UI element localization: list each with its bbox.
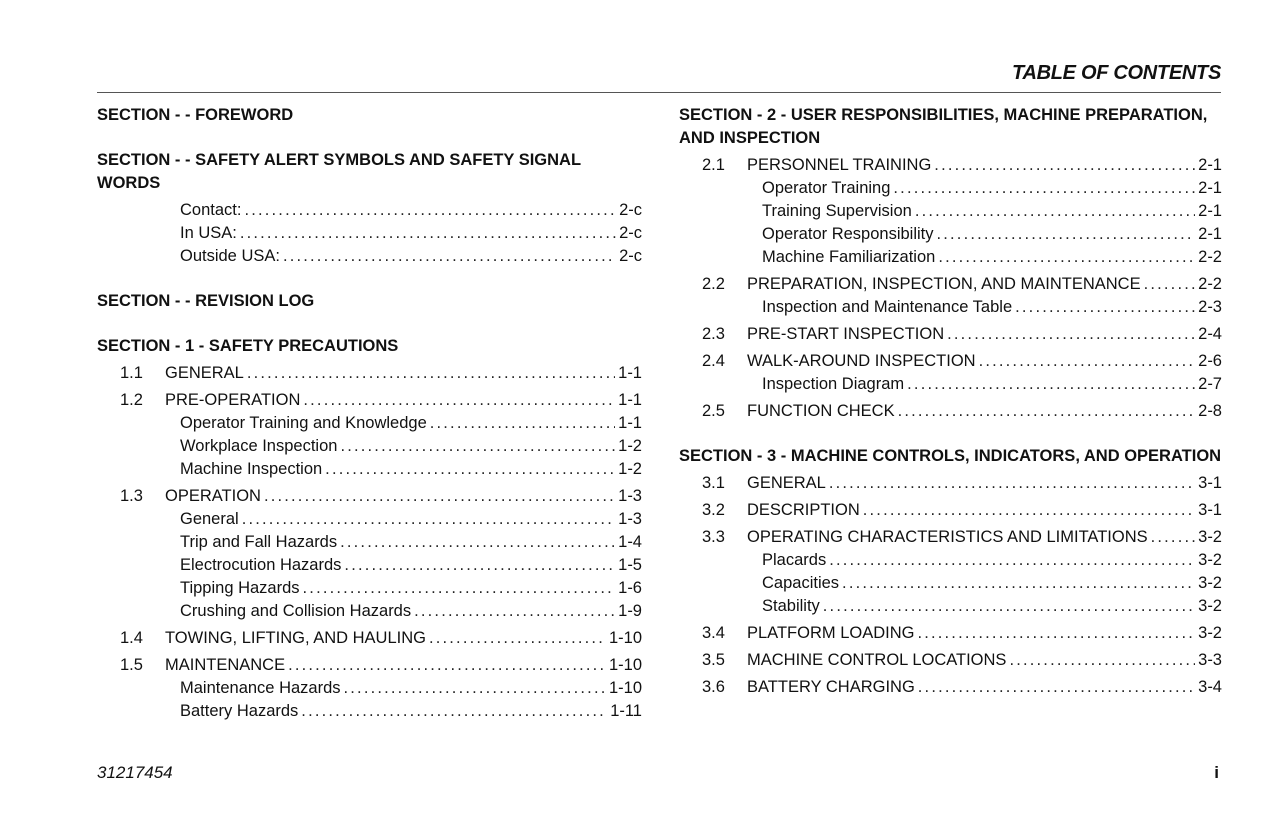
entry-page-number: 2-c <box>619 224 642 242</box>
toc-section <box>97 335 642 723</box>
entry-number: 3.4 <box>702 624 725 642</box>
entry-page-number: 1-3 <box>618 510 642 528</box>
dot-leader <box>344 677 606 700</box>
entry-number: 3.5 <box>702 651 725 669</box>
entry-label: PERSONNEL TRAINING <box>747 156 932 174</box>
dot-leader <box>240 222 616 245</box>
entry-number: 1.5 <box>120 656 143 674</box>
entry-number: 2.4 <box>702 352 725 370</box>
entry-label: MACHINE CONTROL LOCATIONS <box>747 651 1007 669</box>
entry-label: Electrocution Hazards <box>180 556 342 574</box>
entry-page-number: 2-2 <box>1198 248 1222 266</box>
entry-label: GENERAL <box>747 474 826 492</box>
toc-entry[interactable] <box>679 323 1222 346</box>
toc-entry[interactable] <box>679 622 1222 645</box>
dot-leader <box>303 577 616 600</box>
entry-page-number: 2-2 <box>1198 275 1222 293</box>
section-title[interactable]: SECTION - 2 - USER RESPONSIBILITIES, MACHINE PREPARATION, AND INSPECTION <box>679 106 1208 147</box>
toc-subentry[interactable] <box>97 412 642 435</box>
entry-page-number: 1-10 <box>608 679 642 697</box>
entry-number: 2.2 <box>702 275 725 293</box>
dot-leader <box>829 549 1195 572</box>
entry-label: Trip and Fall Hazards <box>180 533 338 551</box>
entry-number: 2.1 <box>702 156 725 174</box>
entry-page-number: 2-1 <box>1198 179 1222 197</box>
entry-number: 1.3 <box>120 487 143 505</box>
entry-page-number: 1-10 <box>608 656 642 674</box>
dot-leader <box>344 554 615 577</box>
entry-number: 3.1 <box>702 474 725 492</box>
entry-page-number: 1-1 <box>618 391 642 409</box>
entry-page-number: 3-2 <box>1198 528 1222 546</box>
entry-page-number: 3-4 <box>1198 678 1222 696</box>
toc-subentry[interactable] <box>97 435 642 458</box>
section-title[interactable]: SECTION - - REVISION LOG <box>97 292 315 310</box>
toc-entry[interactable] <box>679 350 1222 373</box>
entry-label: PRE-OPERATION <box>165 391 301 409</box>
toc-entry-list <box>97 362 642 723</box>
dot-leader <box>283 245 616 268</box>
toc-subentry[interactable] <box>97 700 642 723</box>
dot-leader <box>414 600 615 623</box>
entry-label: BATTERY CHARGING <box>747 678 915 696</box>
page-number: i <box>1214 763 1219 782</box>
toc-subentry[interactable] <box>97 222 642 245</box>
entry-page-number: 2-c <box>619 247 642 265</box>
entry-page-number: 1-1 <box>618 414 642 432</box>
entry-label: OPERATING CHARACTERISTICS AND LIMITATIONS <box>747 528 1148 546</box>
toc-subentry[interactable] <box>97 677 642 700</box>
entry-page-number: 3-2 <box>1198 551 1222 569</box>
dot-leader <box>842 572 1195 595</box>
dot-leader <box>947 323 1195 346</box>
entry-label: DESCRIPTION <box>747 501 860 519</box>
entry-page-number: 3-1 <box>1198 474 1222 492</box>
entry-page-number: 3-2 <box>1198 574 1222 592</box>
entry-label: Stability <box>762 597 820 615</box>
toc-entry[interactable] <box>679 526 1222 549</box>
dot-leader <box>863 499 1195 522</box>
entry-page-number: 1-9 <box>618 602 642 620</box>
dot-leader <box>1009 649 1195 672</box>
entry-label: Outside USA: <box>180 247 280 265</box>
entry-label: Inspection Diagram <box>762 375 905 393</box>
entry-page-number: 1-3 <box>618 487 642 505</box>
entry-label: Machine Familiarization <box>762 248 936 266</box>
entry-label: Contact: <box>180 201 242 219</box>
dot-leader <box>288 654 606 677</box>
dot-leader <box>430 412 615 435</box>
entry-number: 1.2 <box>120 391 143 409</box>
toc-entry[interactable] <box>679 400 1222 423</box>
entry-label: PREPARATION, INSPECTION, AND MAINTENANCE <box>747 275 1141 293</box>
entry-page-number: 1-4 <box>618 533 642 551</box>
dot-leader <box>907 373 1195 396</box>
dot-leader <box>242 508 615 531</box>
entry-page-number: 2-1 <box>1198 202 1222 220</box>
entry-label: TOWING, LIFTING, AND HAULING <box>165 629 426 647</box>
toc-subentry[interactable] <box>679 200 1222 223</box>
toc-section <box>679 104 1222 423</box>
section-title[interactable]: SECTION - 1 - SAFETY PRECAUTIONS <box>97 337 399 355</box>
entry-page-number: 2-4 <box>1198 325 1222 343</box>
toc-entry[interactable] <box>97 389 642 412</box>
toc-subentry[interactable] <box>97 554 642 577</box>
entry-page-number: 1-1 <box>618 364 642 382</box>
dot-leader <box>934 154 1195 177</box>
section-title[interactable]: SECTION - - SAFETY ALERT SYMBOLS AND SAFETY SIGNAL WORDS <box>97 151 581 192</box>
dot-leader <box>244 199 616 222</box>
toc-subentry[interactable] <box>97 245 642 268</box>
toc-entry-list <box>97 199 642 268</box>
toc-subentry[interactable] <box>97 531 642 554</box>
toc-section <box>679 445 1222 699</box>
toc-entry-list <box>679 472 1222 699</box>
entry-label: WALK-AROUND INSPECTION <box>747 352 976 370</box>
entry-number: 2.5 <box>702 402 725 420</box>
dot-leader <box>1144 273 1196 296</box>
dot-leader <box>937 223 1196 246</box>
toc-entry[interactable] <box>97 362 642 385</box>
entry-number: 2.3 <box>702 325 725 343</box>
entry-page-number: 2-3 <box>1198 298 1222 316</box>
dot-leader <box>340 435 615 458</box>
document-number: 31217454 <box>97 763 173 782</box>
toc-entry[interactable] <box>679 154 1222 177</box>
entry-label: Tipping Hazards <box>180 579 300 597</box>
toc-entry[interactable] <box>97 654 642 677</box>
toc-subentry[interactable] <box>97 458 642 481</box>
entry-number: 1.1 <box>120 364 143 382</box>
entry-page-number: 2-c <box>619 201 642 219</box>
toc-subentry[interactable] <box>679 223 1222 246</box>
entry-page-number: 3-3 <box>1198 651 1222 669</box>
toc-right-column <box>679 104 1222 721</box>
entry-label: Battery Hazards <box>180 702 299 720</box>
entry-page-number: 2-7 <box>1198 375 1222 393</box>
entry-page-number: 3-2 <box>1198 597 1222 615</box>
entry-page-number: 2-6 <box>1198 352 1222 370</box>
toc-subentry[interactable] <box>679 246 1222 269</box>
dot-leader <box>325 458 615 481</box>
dot-leader <box>340 531 615 554</box>
toc-entry[interactable] <box>679 649 1222 672</box>
entry-label: PLATFORM LOADING <box>747 624 915 642</box>
section-title[interactable]: SECTION - - FOREWORD <box>97 106 294 124</box>
entry-label: General <box>180 510 239 528</box>
entry-page-number: 1-5 <box>618 556 642 574</box>
dot-leader <box>829 472 1195 495</box>
entry-label: Machine Inspection <box>180 460 323 478</box>
toc-subentry[interactable] <box>679 595 1222 618</box>
toc-section <box>97 149 642 268</box>
entry-label: Workplace Inspection <box>180 437 338 455</box>
entry-label: In USA: <box>180 224 237 242</box>
toc-subentry[interactable] <box>97 199 642 222</box>
toc-subentry[interactable] <box>97 577 642 600</box>
dot-leader <box>429 627 606 650</box>
entry-label: Operator Training <box>762 179 891 197</box>
entry-label: Operator Training and Knowledge <box>180 414 427 432</box>
entry-label: PRE-START INSPECTION <box>747 325 945 343</box>
toc-subentry[interactable] <box>679 549 1222 572</box>
entry-label: Capacities <box>762 574 840 592</box>
entry-page-number: 2-1 <box>1198 225 1222 243</box>
entry-label: Placards <box>762 551 827 569</box>
entry-page-number: 1-2 <box>618 460 642 478</box>
dot-leader <box>938 246 1195 269</box>
dot-leader <box>915 200 1195 223</box>
entry-label: Operator Responsibility <box>762 225 934 243</box>
entry-label: Crushing and Collision Hazards <box>180 602 412 620</box>
dot-leader <box>898 400 1196 423</box>
dot-leader <box>301 700 607 723</box>
dot-leader <box>303 389 615 412</box>
toc-entry[interactable] <box>97 485 642 508</box>
entry-label: Maintenance Hazards <box>180 679 341 697</box>
toc-subentry[interactable] <box>679 373 1222 396</box>
toc-left-column <box>97 104 642 745</box>
entry-label: MAINTENANCE <box>165 656 286 674</box>
toc-subentry[interactable] <box>679 572 1222 595</box>
entry-page-number: 3-1 <box>1198 501 1222 519</box>
entry-label: OPERATION <box>165 487 261 505</box>
entry-page-number: 1-11 <box>610 702 642 720</box>
toc-entry[interactable] <box>679 273 1222 296</box>
entry-page-number: 2-1 <box>1198 156 1222 174</box>
dot-leader <box>979 350 1196 373</box>
entry-number: 1.4 <box>120 629 143 647</box>
toc-entry-list <box>679 154 1222 423</box>
toc-subentry[interactable] <box>679 296 1222 319</box>
entry-label: Inspection and Maintenance Table <box>762 298 1013 316</box>
entry-label: FUNCTION CHECK <box>747 402 895 420</box>
toc-subentry[interactable] <box>97 600 642 623</box>
entry-page-number: 1-10 <box>608 629 642 647</box>
toc-subentry[interactable] <box>97 508 642 531</box>
dot-leader <box>918 676 1195 699</box>
entry-number: 3.2 <box>702 501 725 519</box>
section-title[interactable]: SECTION - 3 - MACHINE CONTROLS, INDICATORS, AND OPERATION <box>679 447 1222 465</box>
dot-leader <box>264 485 615 508</box>
entry-page-number: 1-2 <box>618 437 642 455</box>
toc-subentry[interactable] <box>679 177 1222 200</box>
entry-page-number: 3-2 <box>1198 624 1222 642</box>
toc-section <box>97 290 642 313</box>
dot-leader <box>1015 296 1195 319</box>
toc-entry[interactable] <box>679 499 1222 522</box>
dot-leader <box>247 362 615 385</box>
dot-leader <box>823 595 1195 618</box>
dot-leader <box>917 622 1195 645</box>
toc-entry[interactable] <box>679 676 1222 699</box>
entry-number: 3.6 <box>702 678 725 696</box>
entry-page-number: 2-8 <box>1198 402 1222 420</box>
dot-leader <box>1151 526 1196 549</box>
entry-number: 3.3 <box>702 528 725 546</box>
entry-label: Training Supervision <box>762 202 912 220</box>
toc-entry[interactable] <box>679 472 1222 495</box>
page-title: TABLE OF CONTENTS <box>1012 62 1221 84</box>
toc-section <box>97 104 642 127</box>
dot-leader <box>893 177 1195 200</box>
entry-label: GENERAL <box>165 364 244 382</box>
header-divider <box>97 92 1221 93</box>
toc-entry[interactable] <box>97 627 642 650</box>
entry-page-number: 1-6 <box>618 579 642 597</box>
